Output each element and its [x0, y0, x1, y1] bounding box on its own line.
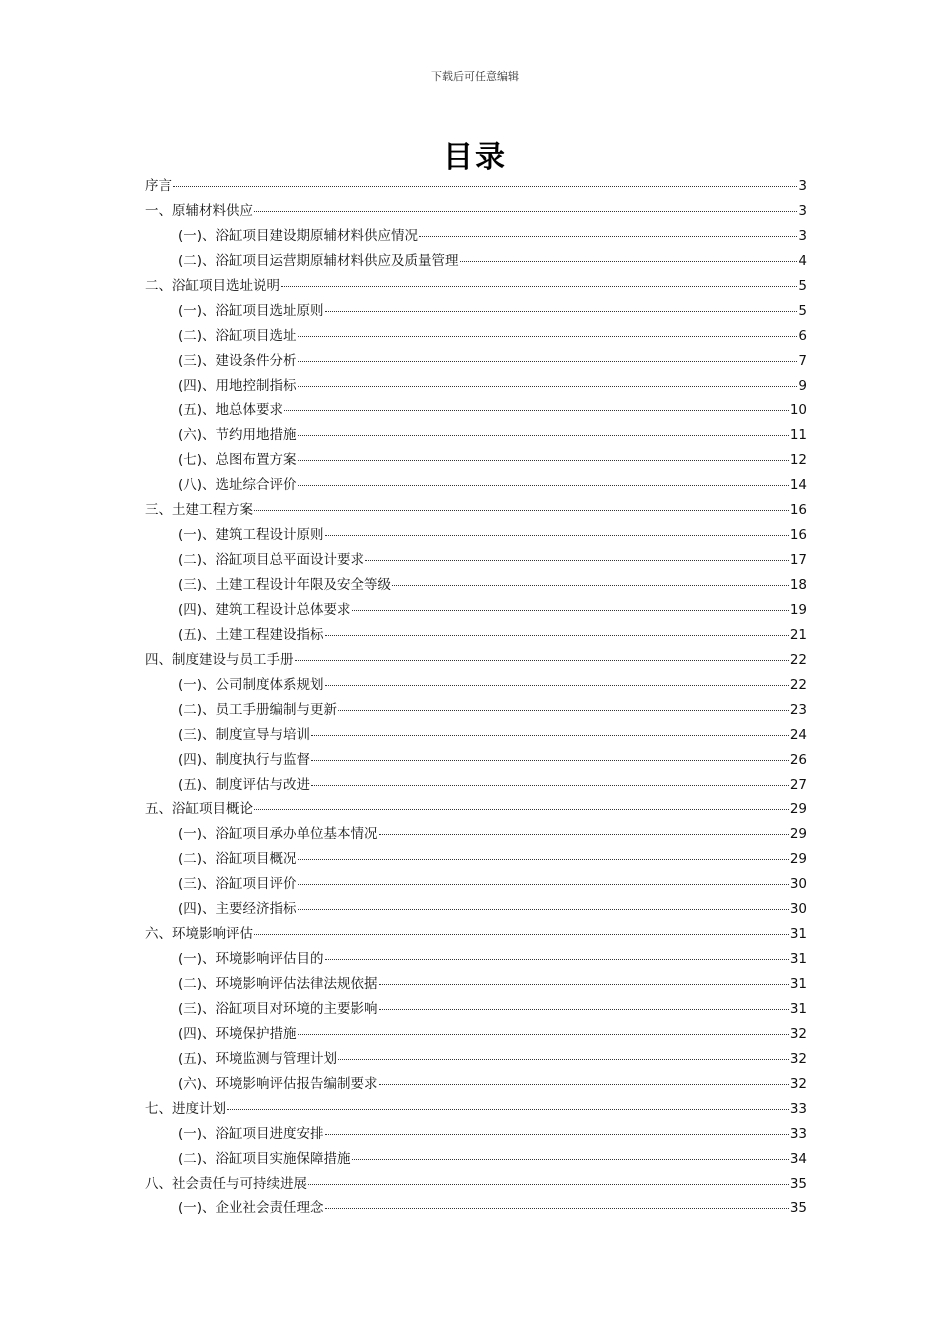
toc-entry[interactable]: [145, 648, 807, 673]
toc-dot-leader: [352, 610, 789, 611]
toc-entry[interactable]: [145, 673, 807, 698]
toc-entry[interactable]: [145, 299, 807, 324]
toc-entry-label: (七)、总图布置方案: [178, 452, 297, 469]
toc-entry-label: (二)、浴缸项目选址: [178, 327, 297, 344]
toc-entry-page-number: 5: [798, 277, 807, 294]
toc-entry[interactable]: [145, 847, 807, 872]
toc-entry-page-number: 33: [789, 1100, 807, 1117]
toc-entry-label: (一)、环境影响评估目的: [178, 951, 324, 968]
toc-entry-page-number: 10: [789, 402, 807, 419]
toc-entry-label: (一)、企业社会责任理念: [178, 1200, 324, 1217]
toc-entry[interactable]: [145, 523, 807, 548]
toc-entry-label: (一)、浴缸项目建设期原辅材料供应情况: [178, 227, 419, 244]
toc-dot-leader: [298, 884, 789, 885]
toc-entry-page-number: 33: [789, 1125, 807, 1142]
toc-dot-leader: [254, 510, 789, 511]
toc-dot-leader: [295, 660, 789, 661]
toc-entry-label: 六、环境影响评估: [145, 926, 253, 943]
toc-entry-page-number: 30: [789, 876, 807, 893]
toc-entry[interactable]: [145, 897, 807, 922]
toc-entry-page-number: 31: [789, 926, 807, 943]
toc-dot-leader: [338, 1059, 789, 1060]
toc-entry-label: (一)、浴缸项目选址原则: [178, 302, 324, 319]
toc-entry-label: 四、制度建设与员工手册: [145, 651, 294, 668]
toc-entry-page-number: 31: [789, 976, 807, 992]
toc-entry[interactable]: [145, 199, 807, 224]
toc-entry-label: (二)、员工手册编制与更新: [178, 701, 338, 718]
toc-entry-label: (五)、制度评估与改进: [178, 776, 311, 793]
toc-entry-page-number: 21: [789, 626, 807, 643]
toc-entry-page-number: 29: [789, 826, 807, 843]
toc-entry[interactable]: [145, 548, 807, 573]
toc-entry-page-number: 23: [789, 701, 807, 718]
toc-dot-leader: [325, 635, 789, 636]
toc-entry-label: (三)、土建工程设计年限及安全等级: [178, 577, 392, 593]
toc-dot-leader: [392, 585, 789, 586]
toc-entry-label: 序言: [145, 178, 172, 194]
toc-entry-label: (五)、地总体要求: [178, 402, 284, 419]
toc-entry-label: (四)、环境保护措施: [178, 1025, 297, 1042]
toc-entry-page-number: 22: [789, 676, 807, 693]
toc-entry-page-number: 29: [789, 801, 807, 818]
toc-dot-leader: [254, 809, 789, 810]
toc-entry[interactable]: [145, 947, 807, 972]
toc-entry[interactable]: [145, 1172, 807, 1197]
toc-dot-leader: [298, 909, 789, 910]
toc-entry-label: (四)、制度执行与监督: [178, 751, 311, 768]
toc-dot-leader: [379, 1009, 789, 1010]
toc-entry[interactable]: [145, 972, 807, 997]
header-note: 下载后可任意编辑: [431, 70, 519, 83]
toc-entry-label: (六)、节约用地措施: [178, 427, 297, 444]
toc-dot-leader: [325, 535, 789, 536]
toc-entry-page-number: 35: [789, 1200, 807, 1217]
toc-dot-leader: [379, 984, 789, 985]
toc-entry[interactable]: [145, 349, 807, 374]
toc-entry[interactable]: [145, 773, 807, 798]
toc-entry-label: (四)、建筑工程设计总体要求: [178, 601, 351, 618]
toc-entry-label: (四)、主要经济指标: [178, 901, 297, 918]
toc-entry[interactable]: [145, 1022, 807, 1047]
toc-entry[interactable]: [145, 473, 807, 498]
toc-dot-leader: [227, 1109, 789, 1110]
toc-entry-page-number: 12: [789, 452, 807, 469]
table-of-contents: [145, 174, 807, 1221]
toc-entry[interactable]: [145, 498, 807, 523]
toc-entry-page-number: 32: [789, 1025, 807, 1042]
toc-entry[interactable]: [145, 922, 807, 947]
toc-entry[interactable]: [145, 1072, 807, 1097]
toc-entry-page-number: 6: [798, 327, 807, 344]
toc-entry-label: (八)、选址综合评价: [178, 477, 297, 494]
toc-entry-label: (二)、环境影响评估法律法规依据: [178, 976, 378, 992]
toc-entry-page-number: 26: [789, 751, 807, 768]
toc-entry-page-number: 3: [798, 178, 807, 194]
toc-entry-page-number: 9: [798, 377, 807, 394]
toc-dot-leader: [298, 386, 798, 387]
toc-dot-leader: [325, 311, 798, 312]
toc-entry-label: 二、浴缸项目选址说明: [145, 277, 280, 294]
toc-entry-page-number: 17: [789, 552, 807, 569]
toc-dot-leader: [379, 1084, 789, 1085]
toc-entry-page-number: 16: [789, 502, 807, 519]
toc-entry[interactable]: [145, 997, 807, 1022]
toc-dot-leader: [298, 336, 798, 337]
toc-entry-label: 七、进度计划: [145, 1100, 226, 1117]
toc-entry-page-number: 34: [789, 1150, 807, 1167]
toc-dot-leader: [325, 1208, 789, 1209]
toc-entry-page-number: 16: [789, 527, 807, 544]
toc-entry-page-number: 31: [789, 951, 807, 968]
toc-entry-page-number: 30: [789, 901, 807, 918]
toc-dot-leader: [325, 685, 789, 686]
toc-entry-label: (一)、浴缸项目进度安排: [178, 1125, 324, 1142]
toc-dot-leader: [298, 435, 789, 436]
toc-entry[interactable]: [145, 598, 807, 623]
toc-entry-page-number: 19: [789, 601, 807, 618]
toc-entry-page-number: 3: [798, 227, 807, 244]
toc-dot-leader: [338, 710, 789, 711]
toc-entry-page-number: 32: [789, 1050, 807, 1067]
toc-entry[interactable]: [145, 623, 807, 648]
toc-entry[interactable]: [145, 174, 807, 199]
toc-dot-leader: [254, 934, 789, 935]
toc-entry-label: (一)、建筑工程设计原则: [178, 527, 324, 544]
toc-entry-label: (三)、建设条件分析: [178, 352, 297, 369]
toc-dot-leader: [308, 1184, 789, 1185]
toc-entry[interactable]: [145, 872, 807, 897]
toc-entry-label: (五)、土建工程建设指标: [178, 626, 324, 643]
toc-entry[interactable]: [145, 748, 807, 773]
toc-entry-label: (二)、浴缸项目运营期原辅材料供应及质量管理: [178, 252, 459, 269]
toc-dot-leader: [298, 485, 789, 486]
toc-entry-label: (二)、浴缸项目概况: [178, 851, 297, 868]
toc-entry-page-number: 5: [798, 302, 807, 319]
toc-entry-label: (一)、公司制度体系规划: [178, 676, 324, 693]
toc-entry[interactable]: [145, 423, 807, 448]
toc-entry-page-number: 32: [789, 1075, 807, 1092]
toc-dot-leader: [352, 1159, 789, 1160]
toc-entry[interactable]: [145, 797, 807, 822]
toc-entry[interactable]: [145, 224, 807, 249]
toc-entry[interactable]: [145, 822, 807, 847]
toc-entry[interactable]: [145, 1122, 807, 1147]
toc-title: 目录: [443, 140, 507, 175]
toc-dot-leader: [460, 261, 798, 262]
toc-entry[interactable]: [145, 723, 807, 748]
toc-entry-page-number: 27: [789, 776, 807, 793]
toc-entry-label: (三)、制度宣导与培训: [178, 726, 311, 743]
toc-entry[interactable]: [145, 374, 807, 399]
toc-entry-page-number: 24: [789, 726, 807, 743]
toc-entry-label: (一)、浴缸项目承办单位基本情况: [178, 826, 378, 843]
toc-entry-page-number: 3: [798, 202, 807, 219]
toc-entry-page-number: 7: [798, 352, 807, 369]
toc-entry[interactable]: [145, 698, 807, 723]
toc-dot-leader: [311, 760, 789, 761]
toc-dot-leader: [325, 959, 789, 960]
toc-dot-leader: [298, 361, 798, 362]
toc-entry[interactable]: [145, 1047, 807, 1072]
toc-entry-label: (二)、浴缸项目实施保障措施: [178, 1150, 351, 1167]
toc-entry-label: 一、原辅材料供应: [145, 202, 253, 219]
toc-dot-leader: [281, 286, 797, 287]
toc-entry-label: (二)、浴缸项目总平面设计要求: [178, 552, 365, 569]
toc-entry-page-number: 22: [789, 651, 807, 668]
toc-entry[interactable]: [145, 1097, 807, 1122]
toc-entry[interactable]: [145, 448, 807, 473]
toc-entry-label: 八、社会责任与可持续进展: [145, 1175, 307, 1192]
toc-entry-label: (五)、环境监测与管理计划: [178, 1050, 338, 1067]
toc-dot-leader: [419, 236, 797, 237]
toc-entry-page-number: 4: [798, 252, 807, 269]
toc-entry[interactable]: [145, 573, 807, 598]
toc-dot-leader: [284, 410, 789, 411]
toc-entry-label: (三)、浴缸项目评价: [178, 876, 297, 893]
toc-entry[interactable]: [145, 249, 807, 274]
toc-entry-label: (六)、环境影响评估报告编制要求: [178, 1075, 378, 1092]
toc-entry[interactable]: [145, 274, 807, 299]
toc-dot-leader: [254, 211, 797, 212]
toc-dot-leader: [298, 460, 789, 461]
toc-dot-leader: [325, 1134, 789, 1135]
toc-entry-label: 五、浴缸项目概论: [145, 801, 253, 818]
toc-dot-leader: [298, 1034, 789, 1035]
toc-dot-leader: [311, 785, 789, 786]
toc-dot-leader: [173, 186, 797, 187]
toc-entry-page-number: 31: [789, 1000, 807, 1017]
toc-entry[interactable]: [145, 1147, 807, 1172]
toc-entry-page-number: 14: [789, 477, 807, 494]
toc-entry-page-number: 18: [789, 577, 807, 593]
toc-dot-leader: [379, 834, 789, 835]
toc-entry-page-number: 29: [789, 851, 807, 868]
toc-entry[interactable]: [145, 1196, 807, 1221]
toc-entry[interactable]: [145, 324, 807, 349]
toc-dot-leader: [311, 735, 789, 736]
toc-entry-page-number: 35: [789, 1175, 807, 1192]
toc-entry-label: (四)、用地控制指标: [178, 377, 297, 394]
toc-dot-leader: [298, 859, 789, 860]
toc-entry-page-number: 11: [789, 427, 807, 444]
toc-entry[interactable]: [145, 398, 807, 423]
toc-entry-label: (三)、浴缸项目对环境的主要影响: [178, 1000, 378, 1017]
toc-entry-label: 三、土建工程方案: [145, 502, 253, 519]
toc-dot-leader: [365, 560, 789, 561]
